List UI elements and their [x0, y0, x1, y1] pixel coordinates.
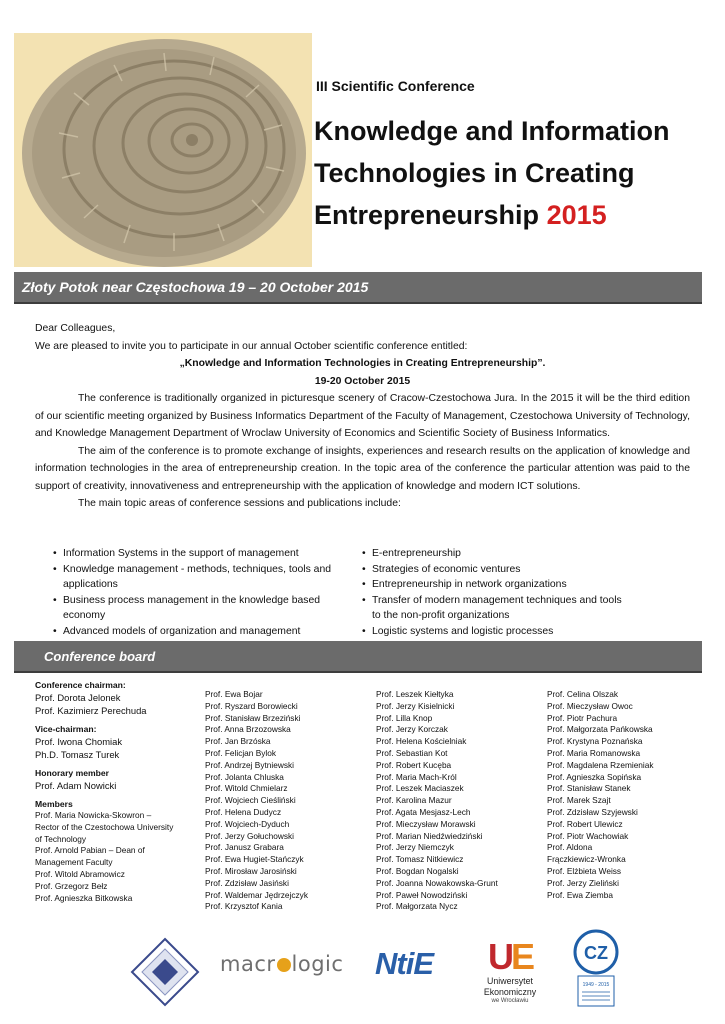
board-member: Prof. Krzysztof Kania	[205, 901, 283, 912]
board-member: Prof. Leszek Maciaszek	[376, 783, 464, 794]
board-member: Prof. Wojciech Cieśliński	[205, 795, 296, 806]
board-members-column-3	[376, 689, 536, 913]
topic-item: • Knowledge management - methods, techniques, tools and applications	[53, 562, 343, 593]
topic-list-right	[362, 546, 632, 640]
university-diamond-logo	[130, 937, 200, 1007]
czest-years: 1949 - 2015	[582, 982, 610, 988]
board-member: Prof. Jolanta Chluska	[205, 771, 284, 782]
board-member: Prof. Witold Abramowicz	[35, 868, 125, 879]
board-member: Prof. Karolina Mazur	[376, 795, 452, 806]
board-member: Prof. Sebastian Kot	[376, 747, 448, 758]
board-member: Prof. Ewa Ziemba	[547, 889, 613, 900]
board-member: Prof. Agnieszka Sopińska	[547, 771, 642, 782]
board-member: Prof. Maria Nowicka-Skowron –	[35, 810, 152, 820]
board-member: Management Faculty	[35, 857, 113, 868]
topic-item: • Logistic systems and logistic processes	[362, 624, 632, 640]
board-member: Prof. Zdzisław Szyjewski	[547, 806, 638, 817]
czestochowa-university-logo	[568, 928, 624, 1010]
board-member: Prof. Grzegorz Bełz	[35, 880, 108, 891]
title-line-3-text: Entrepreneurship	[314, 200, 540, 230]
board-member: Prof. Bogdan Nogalski	[376, 865, 459, 876]
board-member: Prof. Waldemar Jędrzejczyk	[205, 889, 308, 900]
board-member: Frączkiewicz-Wronka	[547, 854, 626, 865]
title-line-3	[314, 194, 714, 236]
topic-list-left	[53, 546, 343, 640]
board-member: Prof. Stanisław Brzeziński	[205, 712, 301, 723]
board-member: Prof. Jerzy Korczak	[376, 724, 448, 735]
board-member: Rector of the Czestochowa University	[35, 821, 174, 832]
board-member: Prof. Mieczysław Morawski	[376, 818, 476, 829]
board-member: Prof. Arnold Pabian – Dean of	[35, 845, 145, 856]
conference-dates: 19-20 October 2015	[314, 375, 411, 387]
board-members-column-2	[205, 689, 365, 913]
board-member: Prof. Piotr Pachura	[547, 712, 618, 723]
conference-edition: III Scientific Conference	[316, 78, 475, 94]
macrologic-logo	[220, 952, 343, 976]
board-member: Prof. Andrzej Bytniewski	[205, 759, 294, 770]
board-member: Prof. Wojciech-Dyduch	[205, 818, 290, 829]
board-member: Prof. Leszek Kiełtyka	[376, 689, 454, 699]
board-member: Prof. Helena Dudycz	[205, 806, 282, 817]
topic-item: • Information Systems in the support of management	[53, 546, 343, 562]
ue-name: Uniwersytet Ekonomiczny	[483, 976, 537, 997]
board-member: Prof. Piotr Wachowiak	[547, 830, 629, 841]
board-member: Prof. Ryszard Borowiecki	[205, 700, 298, 711]
czest-mark: CZ	[584, 943, 608, 963]
ammonite-fossil-image	[14, 33, 312, 267]
greeting: Dear Colleagues,	[35, 323, 116, 334]
date-location-banner: Złoty Potok near Częstochowa 19 – 20 October 2015	[14, 272, 702, 304]
board-member: Prof. Robert Kucęba	[376, 759, 452, 770]
board-member: Prof. Celina Olszak	[547, 689, 619, 699]
board-member: Prof. Elżbieta Weiss	[547, 865, 622, 876]
macrologic-o-icon	[277, 958, 291, 972]
board-member: Prof. Maria Romanowska	[547, 747, 641, 758]
title-line-1: Knowledge and Information	[314, 116, 670, 146]
board-member: of Technology	[35, 833, 87, 844]
board-member: Prof. Janusz Grabara	[205, 842, 284, 853]
board-member: Prof. Witold Chmielarz	[205, 783, 288, 794]
board-member: Prof. Jan Brzóska	[205, 736, 271, 747]
board-member: Prof. Dorota Jelonek	[35, 692, 121, 703]
paragraph-aim: The aim of the conference is to promote exchange of insights, experiences and research results on the application of knowledge and information technologies in the area of entrepreneurship creation. In the topic area of the conference the particular attention was paid to the support of creativity, innovativeness and entrepreneurship with the application of knowledge and modern ICT solutions.	[35, 445, 690, 492]
chairman-label: Conference chairman:	[35, 680, 126, 690]
board-member: Prof. Krystyna Poznańska	[547, 736, 643, 747]
board-member: Prof. Zdzisław Jasiński	[205, 877, 289, 888]
honorary-label: Honorary member	[35, 768, 110, 778]
board-member: Prof. Iwona Chomiak	[35, 736, 123, 747]
topic-item: • Advanced models of organization and management	[53, 624, 343, 640]
board-member: Prof. Jerzy Gołuchowski	[205, 830, 294, 841]
board-member: Prof. Jerzy Niemczyk	[376, 842, 454, 853]
board-member: Prof. Tomasz Nitkiewicz	[376, 854, 464, 865]
conference-name: „Knowledge and Information Technologies in Creating Entrepreneurship”.	[179, 358, 546, 369]
macrologic-logo-text-a: macr	[220, 952, 276, 976]
board-member: Prof. Mirosław Jarosiński	[205, 865, 297, 876]
board-member: Prof. Felicjan Bylok	[205, 747, 277, 758]
board-member: Prof. Robert Ulewicz	[547, 818, 623, 829]
board-member: Prof. Jerzy Kisielnicki	[376, 700, 455, 711]
board-member: Prof. Kazimierz Perechuda	[35, 705, 147, 716]
paragraph-history: The conference is traditionally organized in picturesque scenery of Cracow-Czestochowa Jura. In the 2015 it will be the third edition of our scientific meeting organized by Business Informatics Department of the Faculty of Management, Czestochowa University of Technology, and Knowledge Management Department of Wroclaw University of Economics and Scientific Society of Business Informatics.	[35, 393, 690, 439]
board-member: Prof. Marian Niedźwiedziński	[376, 830, 483, 841]
board-members-column-4	[547, 689, 707, 901]
board-member: Prof. Lilla Knop	[376, 712, 433, 723]
topic-item: • Business process management in the knowledge based economy	[53, 593, 343, 624]
board-member: Prof. Stanisław Stanek	[547, 783, 631, 794]
topic-item: • Strategies of economic ventures	[362, 562, 632, 578]
board-banner: Conference board	[14, 641, 702, 673]
board-member: Prof. Agata Mesjasz-Lech	[376, 806, 471, 817]
board-member: Prof. Adam Nowicki	[35, 780, 117, 791]
ue-city: we Wrocławiu	[491, 998, 529, 1004]
ue-mark-u: U	[487, 936, 511, 977]
ntie-logo: NtiE	[375, 946, 433, 981]
board-officers-column	[35, 679, 195, 904]
vice-chairman-label: Vice-chairman:	[35, 724, 97, 734]
board-member: Prof. Anna Brzozowska	[205, 724, 291, 735]
board-member: Prof. Helena Kościelniak	[376, 736, 467, 747]
board-member: Prof. Agnieszka Bitkowska	[35, 892, 133, 903]
topic-item: • Transfer of modern management techniques and tools to the non-profit organizations	[362, 593, 632, 624]
invitation-sentence: We are pleased to invite you to participate in our annual October scientific conference entitled:	[35, 340, 468, 352]
ue-mark-e: E	[510, 936, 532, 977]
topic-item: • Entrepreneurship in network organizations	[362, 577, 632, 593]
board-member: Prof. Paweł Nowodziński	[376, 889, 468, 900]
board-member: Prof. Ewa Bojar	[205, 689, 263, 699]
paragraph-topics-intro: The main topic areas of conference sessions and publications include:	[78, 498, 401, 509]
board-member: Prof. Maria Mach-Król	[376, 771, 457, 782]
title-line-2: Technologies in Creating	[314, 158, 635, 188]
invitation-letter	[35, 320, 690, 513]
board-member: Prof. Jerzy Zieliński	[547, 877, 619, 888]
ue-mark	[460, 938, 560, 976]
board-member: Prof. Magdalena Rzemieniak	[547, 759, 654, 770]
ue-wroclaw-logo	[460, 938, 560, 1010]
board-member: Ph.D. Tomasz Turek	[35, 749, 120, 760]
title-year: 2015	[546, 200, 607, 230]
topic-item: • E-entrepreneurship	[362, 546, 632, 562]
macrologic-logo-text-b: logic	[291, 952, 344, 976]
board-member: Prof. Joanna Nowakowska-Grunt	[376, 877, 498, 888]
members-label: Members	[35, 799, 73, 809]
board-member: Prof. Małgorzata Nycz	[376, 901, 458, 912]
board-member: Prof. Aldona	[547, 842, 593, 853]
board-member: Prof. Marek Szajt	[547, 795, 611, 806]
board-member: Prof. Mieczysław Owoc	[547, 700, 633, 711]
conference-title	[314, 110, 714, 236]
board-member: Prof. Ewa Hugiet-Stańczyk	[205, 854, 304, 865]
board-member: Prof. Małgorzata Pańkowska	[547, 724, 653, 735]
